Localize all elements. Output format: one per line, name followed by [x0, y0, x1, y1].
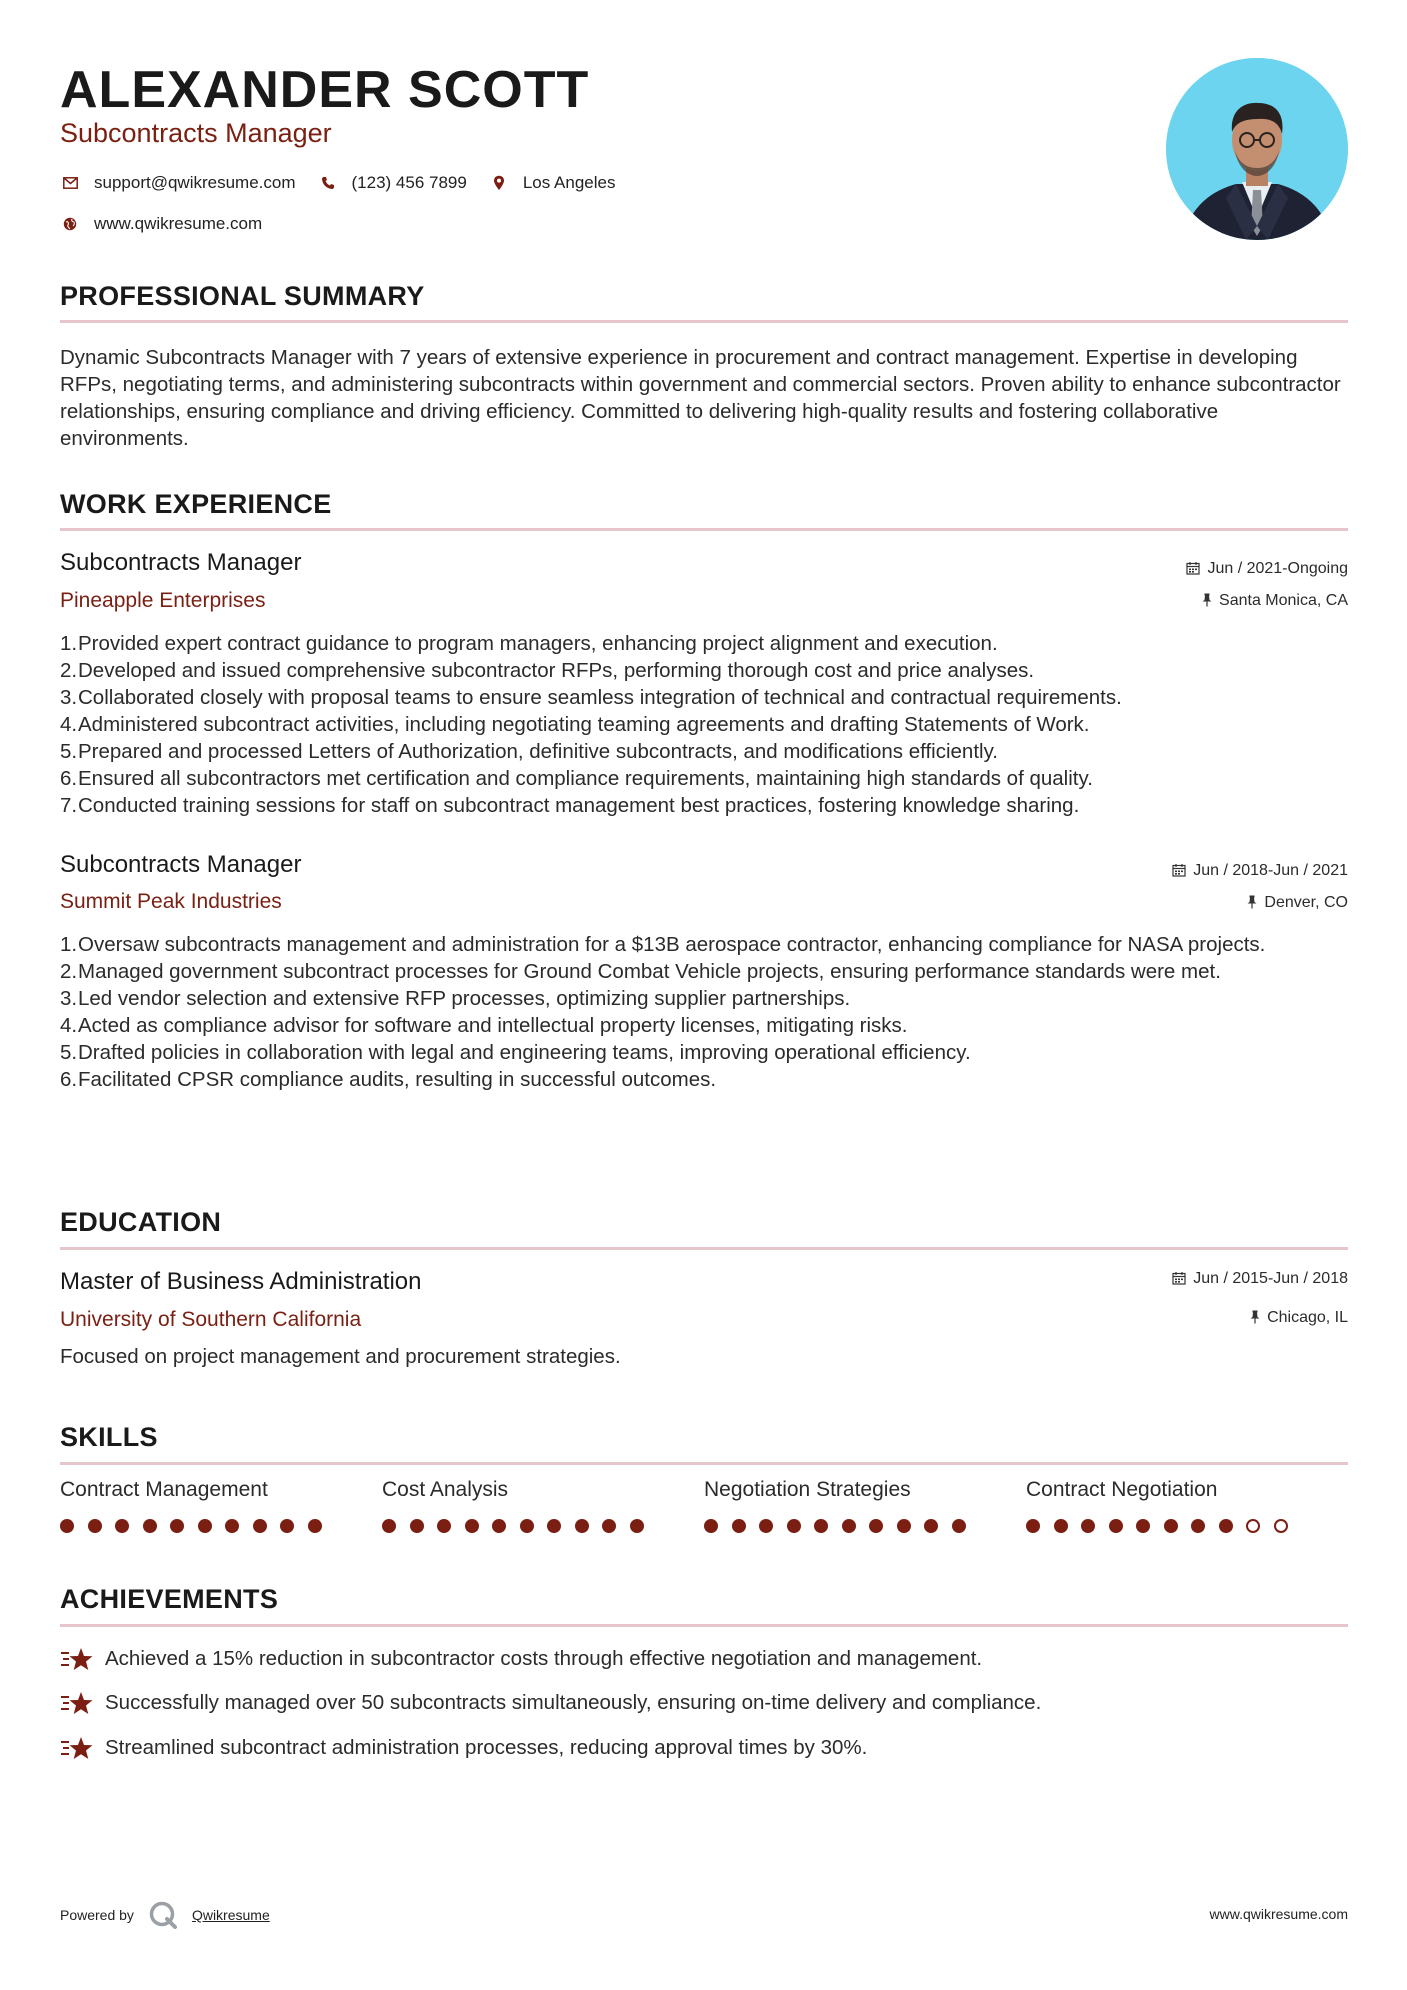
- pushpin-icon: [1202, 593, 1212, 610]
- list-item: 7. Conducted training sessions for staff on subcontract management best practices, fostering knowledge sharing.: [60, 794, 1080, 817]
- education-description: Focused on project management and procurement strategies.: [60, 1345, 621, 1368]
- rating-dot-filled: [308, 1519, 322, 1533]
- summary-divider: [60, 320, 1348, 323]
- rating-dot-filled: [520, 1519, 534, 1533]
- rating-dot-filled: [60, 1519, 74, 1533]
- achievement-item: Streamlined subcontract administration processes, reducing approval times by 30%.: [60, 1735, 867, 1761]
- skill-rating: [1026, 1519, 1348, 1533]
- rating-dot-filled: [759, 1519, 773, 1533]
- company-name: Pineapple Enterprises: [60, 589, 266, 612]
- rating-dot-filled: [952, 1519, 966, 1533]
- skill-item: [60, 1478, 382, 1533]
- calendar-icon: [1172, 1271, 1186, 1288]
- education-divider: [60, 1247, 1348, 1250]
- contact-location: Los Angeles: [489, 173, 616, 193]
- skill-name: Negotiation Strategies: [704, 1478, 911, 1501]
- job-title: Subcontracts Manager: [60, 549, 302, 576]
- star-award-icon: [60, 1646, 94, 1672]
- list-item: 6. Facilitated CPSR compliance audits, resulting in successful outcomes.: [60, 1068, 717, 1091]
- rating-dot-filled: [492, 1519, 506, 1533]
- globe-icon: [60, 217, 80, 231]
- footer-website[interactable]: www.qwikresume.com: [1209, 1906, 1348, 1922]
- calendar-icon: [1172, 863, 1186, 880]
- envelope-icon: [60, 177, 80, 189]
- degree-title: Master of Business Administration: [60, 1268, 422, 1295]
- list-item: 4. Acted as compliance advisor for software and intellectual property licenses, mitigating risks.: [60, 1014, 908, 1037]
- list-item: 6. Ensured all subcontractors met certification and compliance requirements, maintaining high standards of quality.: [60, 767, 1093, 790]
- rating-dot-filled: [732, 1519, 746, 1533]
- skill-name: Cost Analysis: [382, 1478, 509, 1501]
- phone-icon: [318, 176, 338, 190]
- candidate-name: ALEXANDER SCOTT: [60, 61, 590, 119]
- rating-dot-empty: [1246, 1519, 1260, 1533]
- list-item: 1. Oversaw subcontracts management and administration for a $13B aerospace contractor, enhancing compliance for NASA projects.: [60, 933, 1266, 956]
- pushpin-icon: [1247, 895, 1257, 912]
- rating-dot-filled: [143, 1519, 157, 1533]
- rating-dot-filled: [437, 1519, 451, 1533]
- skill-item: [704, 1478, 1026, 1533]
- rating-dot-empty: [1274, 1519, 1288, 1533]
- company-name: Summit Peak Industries: [60, 890, 282, 913]
- rating-dot-filled: [1054, 1519, 1068, 1533]
- achievement-item: Achieved a 15% reduction in subcontractor costs through effective negotiation and management.: [60, 1646, 982, 1672]
- list-item: 5. Drafted policies in collaboration with legal and engineering teams, improving operational efficiency.: [60, 1041, 971, 1064]
- achievements-divider: [60, 1624, 1348, 1627]
- star-award-icon: [60, 1690, 94, 1716]
- contact-row-secondary: [60, 214, 284, 234]
- skill-rating: [382, 1519, 704, 1533]
- skill-name: Contract Negotiation: [1026, 1478, 1218, 1501]
- rating-dot-filled: [924, 1519, 938, 1533]
- achievement-item: Successfully managed over 50 subcontracts simultaneously, ensuring on-time delivery and compliance.: [60, 1690, 1041, 1716]
- skill-item: [1026, 1478, 1348, 1533]
- rating-dot-filled: [198, 1519, 212, 1533]
- candidate-title: Subcontracts Manager: [60, 118, 332, 148]
- job-responsibilities: [60, 931, 1348, 1093]
- rating-dot-filled: [410, 1519, 424, 1533]
- rating-dot-filled: [1164, 1519, 1178, 1533]
- rating-dot-filled: [869, 1519, 883, 1533]
- job-location: Denver, CO: [1247, 894, 1348, 912]
- job-responsibilities: [60, 630, 1348, 819]
- rating-dot-filled: [170, 1519, 184, 1533]
- job-dates: Jun / 2018-Jun / 2021: [1172, 862, 1348, 880]
- rating-dot-filled: [897, 1519, 911, 1533]
- qwikresume-link[interactable]: Qwikresume: [191, 1907, 270, 1923]
- job-dates: Jun / 2021-Ongoing: [1186, 560, 1348, 578]
- rating-dot-filled: [88, 1519, 102, 1533]
- rating-dot-filled: [1081, 1519, 1095, 1533]
- school-name: University of Southern California: [60, 1308, 362, 1331]
- skill-rating: [704, 1519, 1026, 1533]
- powered-by: Powered by Qwikresume: [60, 1900, 270, 1930]
- contact-row-primary: [60, 173, 637, 193]
- map-pin-icon: [489, 175, 509, 191]
- summary-heading: PROFESSIONAL SUMMARY: [60, 281, 425, 311]
- list-item: 2. Developed and issued comprehensive subcontractor RFPs, performing thorough cost and price analyses.: [60, 659, 1035, 682]
- list-item: 3. Led vendor selection and extensive RFP processes, optimizing supplier partnerships.: [60, 987, 851, 1010]
- contact-website[interactable]: www.qwikresume.com: [60, 214, 262, 234]
- rating-dot-filled: [1109, 1519, 1123, 1533]
- rating-dot-filled: [115, 1519, 129, 1533]
- rating-dot-filled: [382, 1519, 396, 1533]
- skill-name: Contract Management: [60, 1478, 268, 1501]
- list-item: 2. Managed government subcontract processes for Ground Combat Vehicle projects, ensuring performance standards were met.: [60, 960, 1221, 983]
- education-location: Chicago, IL: [1250, 1309, 1348, 1327]
- rating-dot-filled: [575, 1519, 589, 1533]
- rating-dot-filled: [630, 1519, 644, 1533]
- rating-dot-filled: [1219, 1519, 1233, 1533]
- resume-page: [60, 0, 1348, 1990]
- rating-dot-filled: [787, 1519, 801, 1533]
- skill-rating: [60, 1519, 382, 1533]
- calendar-icon: [1186, 561, 1200, 578]
- skills-divider: [60, 1462, 1348, 1465]
- rating-dot-filled: [602, 1519, 616, 1533]
- rating-dot-filled: [1136, 1519, 1150, 1533]
- pushpin-icon: [1250, 1310, 1260, 1327]
- contact-phone[interactable]: (123) 456 7899: [318, 173, 467, 193]
- rating-dot-filled: [280, 1519, 294, 1533]
- skill-item: [382, 1478, 704, 1533]
- job-title: Subcontracts Manager: [60, 851, 302, 878]
- qwikresume-logo-icon: [148, 1900, 178, 1930]
- education-heading: EDUCATION: [60, 1207, 222, 1237]
- list-item: 4. Administered subcontract activities, including negotiating teaming agreements and drafting Statements of Work.: [60, 713, 1090, 736]
- experience-divider: [60, 528, 1348, 531]
- education-dates: Jun / 2015-Jun / 2018: [1172, 1270, 1348, 1288]
- list-item: 1. Provided expert contract guidance to program managers, enhancing project alignment and execution.: [60, 632, 998, 655]
- rating-dot-filled: [465, 1519, 479, 1533]
- skills-grid: [60, 1478, 1348, 1533]
- rating-dot-filled: [253, 1519, 267, 1533]
- profile-photo: [1166, 58, 1348, 240]
- summary-text: Dynamic Subcontracts Manager with 7 years of extensive experience in procurement and contract management. Expertise in developing RFPs, negotiating terms, and administering subcontracts within government and commercial sectors. Proven ability to enhance subcontractor relationships, ensuring compliance and driving efficiency. Committed to delivering high-quality results and fostering collaborative environments.: [60, 346, 1341, 450]
- rating-dot-filled: [225, 1519, 239, 1533]
- rating-dot-filled: [842, 1519, 856, 1533]
- contact-email[interactable]: support@qwikresume.com: [60, 173, 296, 193]
- rating-dot-filled: [547, 1519, 561, 1533]
- star-award-icon: [60, 1735, 94, 1761]
- skills-heading: SKILLS: [60, 1422, 158, 1452]
- achievements-heading: ACHIEVEMENTS: [60, 1584, 279, 1614]
- rating-dot-filled: [814, 1519, 828, 1533]
- list-item: 5. Prepared and processed Letters of Authorization, definitive subcontracts, and modifications efficiently.: [60, 740, 998, 763]
- rating-dot-filled: [1026, 1519, 1040, 1533]
- rating-dot-filled: [704, 1519, 718, 1533]
- job-location: Santa Monica, CA: [1202, 592, 1348, 610]
- list-item: 3. Collaborated closely with proposal teams to ensure seamless integration of technical and contractual requirements.: [60, 686, 1122, 709]
- experience-heading: WORK EXPERIENCE: [60, 489, 332, 519]
- rating-dot-filled: [1191, 1519, 1205, 1533]
